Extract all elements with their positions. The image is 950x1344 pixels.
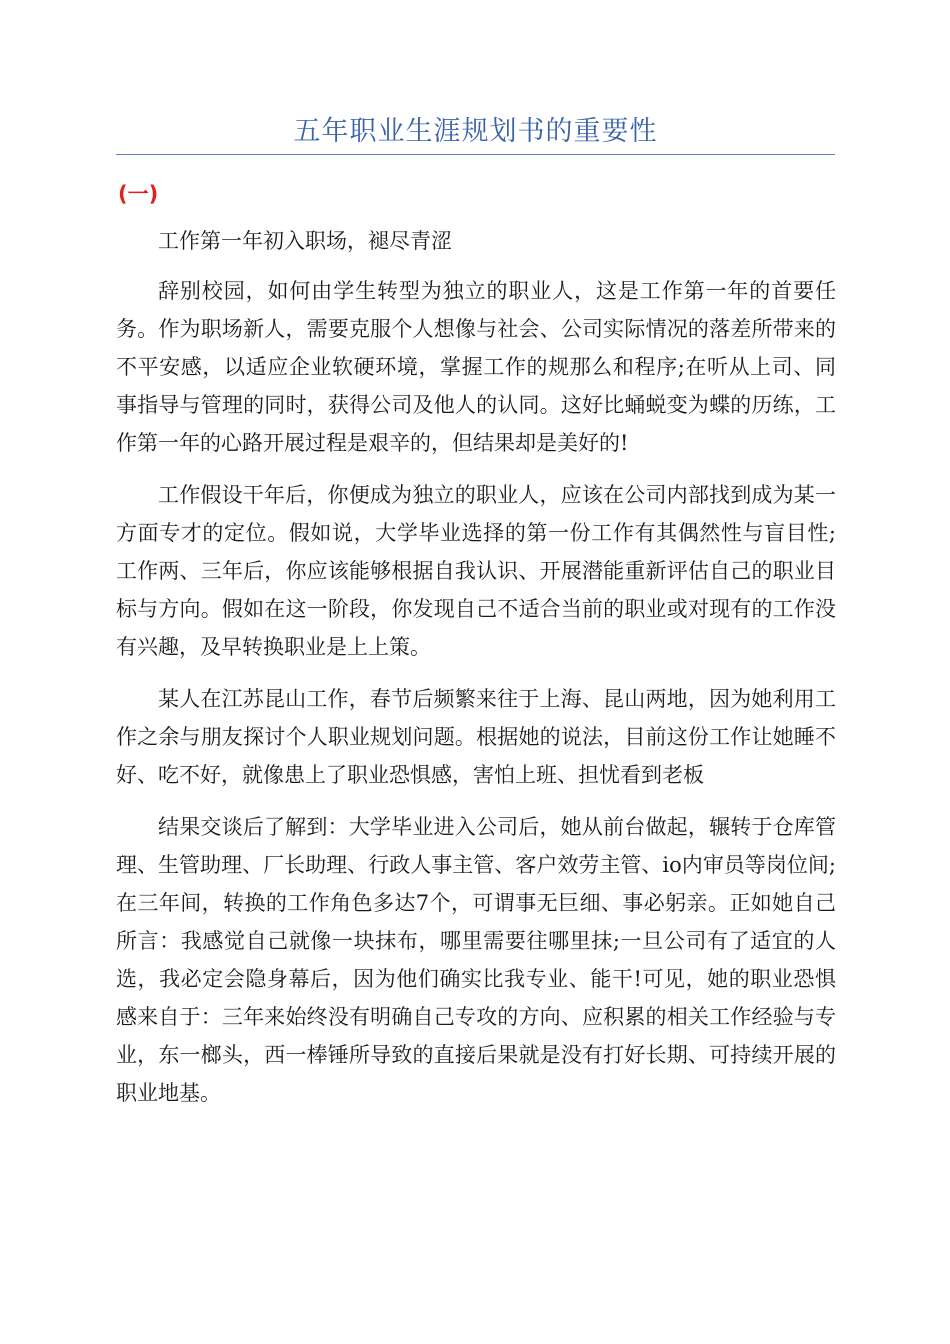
document-body bbox=[116, 222, 836, 1126]
title-underline bbox=[116, 154, 835, 155]
paragraph-subheading: 工作第一年初入职场，褪尽青涩 bbox=[158, 229, 452, 253]
section-label: (一) bbox=[118, 182, 159, 206]
paragraph: 某人在江苏昆山工作，春节后频繁来往于上海、昆山两地，因为她利用工作之余与朋友探讨个人职业规划问题。根据她的说法，目前这份工作让她睡不好、吃不好，就像患上了职业恐惧感，害怕上班、担忧看到老板 bbox=[116, 687, 836, 787]
paragraph: 辞别校园，如何由学生转型为独立的职业人，这是工作第一年的首要任务。作为职场新人，需要克服个人想像与社会、公司实际情况的落差所带来的不平安感，以适应企业软硬环境，掌握工作的规那么和程序;在听从上司、同事指导与管理的同时，获得公司及他人的认同。这好比蛹蜕变为蝶的历练，工作第一年的心路开展过程是艰辛的，但结果却是美好的! bbox=[116, 279, 836, 455]
paragraph: 结果交谈后了解到：大学毕业进入公司后，她从前台做起，辗转于仓库管理、生管助理、厂长助理、行政人事主管、客户效劳主管、io内审员等岗位间;在三年间，转换的工作角色多达7个，可谓事无巨细、事必躬亲。正如她自己所言：我感觉自己就像一块抹布，哪里需要往哪里抹;一旦公司有了适宜的人选，我必定会隐身幕后，因为他们确实比我专业、能干!可见，她的职业恐惧感来自于：三年来始终没有明确自己专攻的方向、应积累的相关工作经验与专业，东一榔头，西一棒锤所导致的直接后果就是没有打好长期、可持续开展的职业地基。 bbox=[116, 815, 836, 1105]
document-title: 五年职业生涯规划书的重要性 bbox=[293, 116, 658, 147]
paragraph: 工作假设干年后，你便成为独立的职业人，应该在公司内部找到成为某一方面专才的定位。假如说，大学毕业选择的第一份工作有其偶然性与盲目性;工作两、三年后，你应该能够根据自我认识、开展潜能重新评估自己的职业目标与方向。假如在这一阶段，你发现自己不适合当前的职业或对现有的工作没有兴趣，及早转换职业是上上策。 bbox=[116, 483, 836, 659]
